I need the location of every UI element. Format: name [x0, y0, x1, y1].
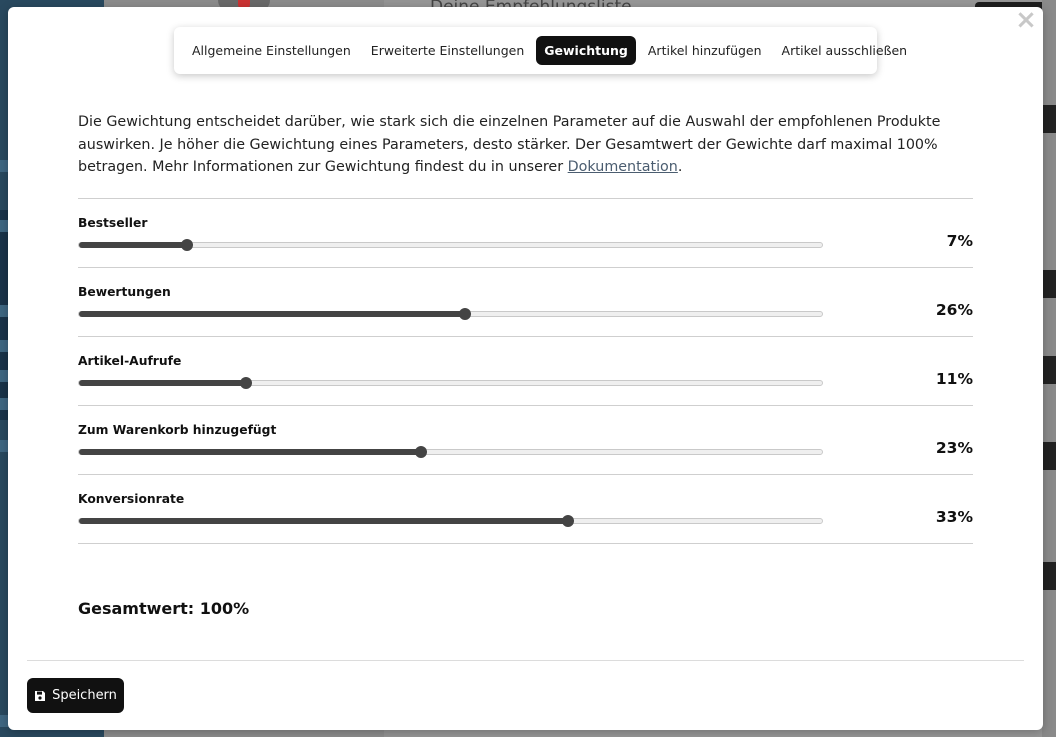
- slider-fill: [79, 311, 465, 317]
- save-button[interactable]: [27, 678, 124, 713]
- slider-handle[interactable]: [240, 377, 252, 389]
- slider-fill: [79, 449, 421, 455]
- parameter-row: [78, 337, 973, 406]
- weighting-description: [78, 111, 978, 179]
- total-label: Gesamtwert:: [78, 599, 195, 618]
- slider-fill: [79, 242, 187, 248]
- description-suffix: .: [677, 159, 683, 175]
- total-weight: [78, 599, 249, 618]
- parameter-label: Bestseller: [78, 216, 148, 230]
- bestseller-slider[interactable]: [78, 242, 823, 248]
- tab-weighting[interactable]: Gewichtung: [536, 36, 636, 65]
- parameter-value: 26%: [935, 301, 973, 319]
- parameter-value: 23%: [935, 439, 973, 457]
- slider-handle[interactable]: [181, 239, 193, 251]
- added-to-cart-slider[interactable]: [78, 449, 823, 455]
- tab-exclude-articles[interactable]: Artikel ausschließen: [774, 36, 916, 65]
- parameter-row: [78, 199, 973, 268]
- save-button-label: Speichern: [52, 688, 117, 703]
- tab-general-settings[interactable]: Allgemeine Einstellungen: [184, 36, 359, 65]
- slider-handle[interactable]: [459, 308, 471, 320]
- slider-fill: [79, 380, 246, 386]
- background-right-column: [1042, 0, 1056, 737]
- weighting-modal: [8, 7, 1043, 730]
- slider-handle[interactable]: [415, 446, 427, 458]
- ratings-slider[interactable]: [78, 311, 823, 317]
- documentation-link[interactable]: Dokumentation: [567, 159, 678, 175]
- parameter-row: [78, 406, 973, 475]
- tab-add-articles[interactable]: Artikel hinzufügen: [640, 36, 770, 65]
- close-icon[interactable]: ×: [1015, 5, 1037, 35]
- parameter-label: Bewertungen: [78, 285, 171, 299]
- parameter-value: 7%: [946, 232, 973, 250]
- total-value: 100%: [199, 599, 250, 618]
- parameter-value: 33%: [935, 508, 973, 526]
- parameter-label: Konversionrate: [78, 492, 185, 506]
- description-text: Die Gewichtung entscheidet darüber, wie stark sich die einzelnen Parameter auf die Auswahl der empfohlenen Produkte auswirken. Je höher die Gewichtung eines Parameters, desto stärker. Der Gesamtwert der Gewichte darf maximal 100% betragen. Mehr Informationen zur Gewichtung findest du in unserer: [78, 114, 941, 175]
- settings-tabs: [174, 27, 908, 74]
- slider-handle[interactable]: [562, 515, 574, 527]
- slider-fill: [79, 518, 568, 524]
- parameter-value: 11%: [935, 370, 973, 388]
- parameter-row: [78, 475, 973, 544]
- parameter-row: [78, 268, 973, 337]
- weighting-parameters: [78, 198, 973, 544]
- tab-advanced-settings[interactable]: Erweiterte Einstellungen: [363, 36, 532, 65]
- parameter-label: Artikel-Aufrufe: [78, 354, 182, 368]
- floppy-disk-icon: [34, 690, 46, 702]
- article-views-slider[interactable]: [78, 380, 823, 386]
- parameter-label: Zum Warenkorb hinzugefügt: [78, 423, 277, 437]
- footer-divider: [27, 660, 1024, 661]
- conversion-rate-slider[interactable]: [78, 518, 823, 524]
